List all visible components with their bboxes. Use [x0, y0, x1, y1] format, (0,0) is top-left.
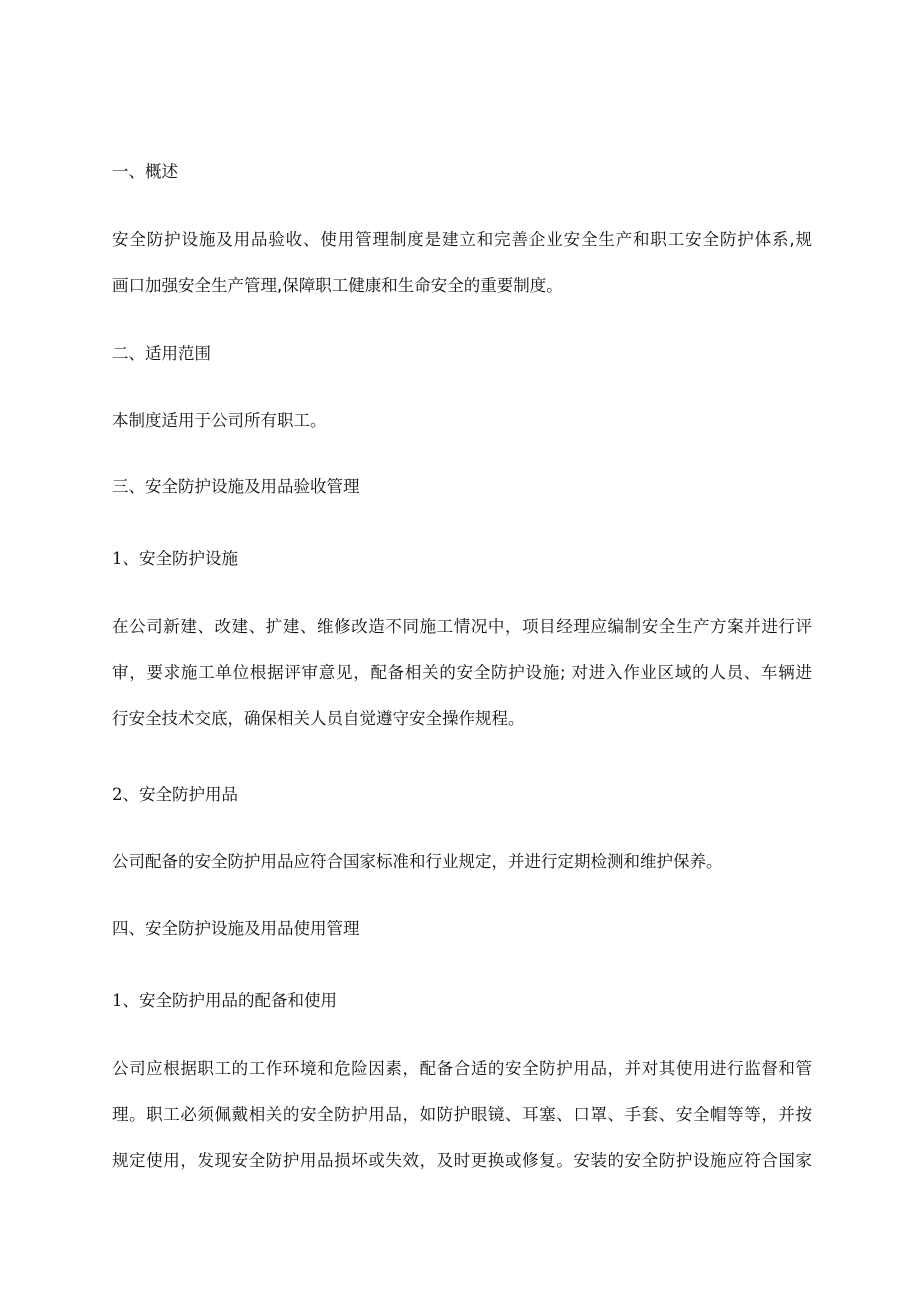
paragraph-line: 安全防护设施及用品验收、使用管理制度是建立和完善企业安全生产和职工安全防护体系,规	[112, 230, 812, 249]
paragraph-line: 理。职工必须佩戴相关的安全防护用品，如防护眼镜、耳塞、口罩、手套、安全帽等等，并按	[112, 1105, 812, 1124]
paragraph-line: 公司应根据职工的工作环境和危险因素，配备合适的安全防护用品，并对其使用进行监督和管	[112, 1059, 812, 1078]
paragraph-line: 行安全技术交底，确保相关人员自觉遵守安全操作规程。	[112, 709, 525, 728]
section-heading-usage: 四、安全防护设施及用品使用管理	[112, 919, 360, 938]
paragraph-line: 在公司新建、改建、扩建、维修改造不同施工情况中，项目经理应编制安全生产方案并进行评	[112, 617, 812, 636]
subsection-heading-equipment: 2、安全防护用品	[112, 785, 238, 804]
paragraph-equipment: 公司配备的安全防护用品应符合国家标准和行业规定，并进行定期检测和维护保养。	[112, 852, 723, 871]
paragraph-provision	[112, 1046, 812, 1184]
paragraph-scope: 本制度适用于公司所有职工。	[112, 411, 327, 430]
subsection-heading-provision: 1、安全防护用品的配备和使用	[112, 991, 337, 1010]
subsection-heading-facilities: 1、安全防护设施	[112, 549, 238, 568]
paragraph-line: 画口加强安全生产管理,保障职工健康和生命安全的重要制度。	[112, 276, 563, 295]
paragraph-line: 审，要求施工单位根据评审意见，配备相关的安全防护设施; 对进入作业区域的人员、车辆进	[112, 663, 812, 682]
paragraph-facilities	[112, 604, 812, 742]
section-heading-acceptance: 三、安全防护设施及用品验收管理	[112, 477, 360, 496]
section-heading-scope: 二、适用范围	[112, 344, 211, 363]
paragraph-overview	[112, 217, 812, 309]
section-heading-overview: 一、概述	[112, 162, 178, 181]
paragraph-line: 规定使用，发现安全防护用品损坏或失效，及时更换或修复。安装的安全防护设施应符合国家	[112, 1151, 812, 1170]
